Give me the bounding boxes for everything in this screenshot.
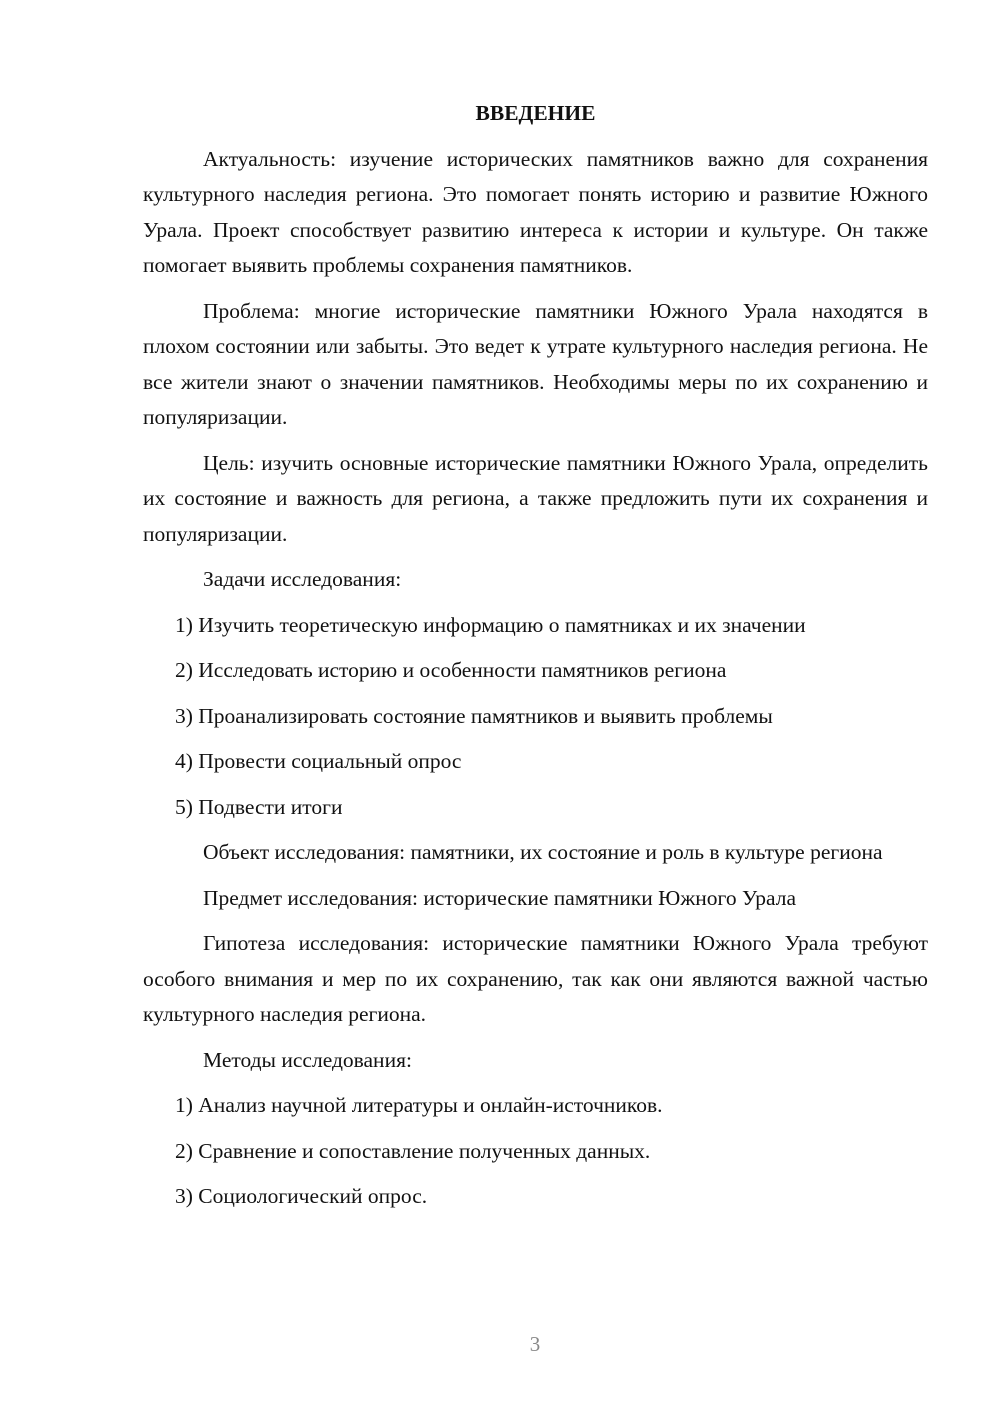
problem-paragraph: Проблема: многие исторические памятники Южного Урала находятся в плохом состоянии или забыты. Это ведет к утрате культурного наследия региона. Не все жители знают о значении памятников. Необходимы меры по их сохранению и популяризации. (143, 298, 928, 429)
subject-paragraph: Предмет исследования: исторические памятники Южного Урала (203, 885, 797, 910)
hypothesis-paragraph: Гипотеза исследования: исторические памятники Южного Урала требуют особого внимания и мер по их сохранению, так как они являются важной частью культурного наследия региона. (143, 931, 928, 1026)
page-number: 3 (529, 1332, 541, 1356)
methods-list (143, 1088, 928, 1215)
goal-paragraph: Цель: изучить основные исторические памятники Южного Урала, определить их состояние и важность для региона, а также предложить пути их сохранения и популяризации. (143, 450, 928, 546)
list-item: 3) Проанализировать состояние памятников и выявить проблемы (175, 703, 773, 728)
list-item: 1) Изучить теоретическую информацию о памятниках и их значении (175, 612, 806, 637)
list-item: 2) Сравнение и сопоставление полученных данных. (175, 1138, 651, 1163)
list-item: 4) Провести социальный опрос (175, 749, 462, 773)
section-heading: ВВЕДЕНИЕ (475, 101, 596, 125)
list-item: 2) Исследовать историю и особенности памятников региона (175, 658, 727, 682)
list-item: 5) Подвести итоги (175, 794, 343, 819)
tasks-list (143, 608, 928, 826)
object-paragraph: Объект исследования: памятники, их состояние и роль в культуре региона (203, 840, 883, 864)
methods-title: Методы исследования: (203, 1047, 412, 1072)
relevance-paragraph: Актуальность: изучение исторических памятников важно для сохранения культурного наследия региона. Это помогает понять историю и развитие Южного Урала. Проект способствует развитию интереса к истории и культуре. Он также помогает выявить проблемы сохранения памятников. (143, 146, 928, 277)
tasks-title: Задачи исследования: (203, 567, 402, 591)
list-item: 1) Анализ научной литературы и онлайн-источников. (175, 1093, 663, 1117)
page-content (143, 96, 928, 1225)
list-item: 3) Социологический опрос. (175, 1184, 428, 1208)
